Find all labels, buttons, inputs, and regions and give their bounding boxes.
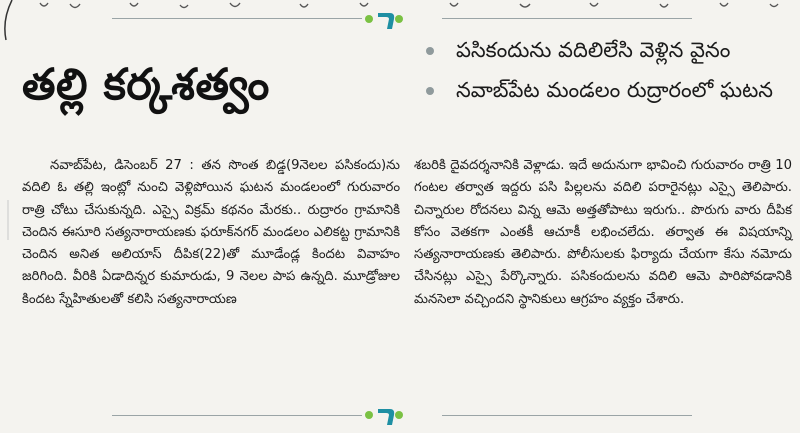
- subhead-text: నవాబ్‌పేట మండలం రుద్రారంలో ఘటన: [456, 78, 774, 102]
- subhead-item: [426, 72, 786, 109]
- cropped-bottom-text: [0, 424, 800, 433]
- top-rule-left: [112, 18, 362, 19]
- bottom-rule-right: [442, 415, 692, 416]
- body-column-right: శబరికి దైవదర్శనానికి వెళ్లాడు. ఇదే అదునుగా భావించి గురువారం రాత్రి 10 గంటల తర్వాత ఇద్దరు పసి పిల్లలను వదిలి పరారైనట్లు ఎస్సై తెలిపారు. చిన్నారుల రోదనలు విన్న ఆమె అత్తతోపాటు ఇరుగు.. పొరుగు వారు దీపిక కోసం వెతకగా ఎంతకీ ఆచూకీ లభించలేదు. తర్వాత ఈ విషయాన్ని సత్యనారాయణకు తెలిపారు. పోలీసులకు ఫిర్యాదు చేయగా కేసు నమోదు చేసినట్లు ఎస్సై పేర్కొన్నారు. పసికందులను వదిలి ఆమె పారిపోవడానికి మనసెలా వచ్చిందని స్థానికులు ఆగ్రహం వ్యక్తం చేశారు.: [414, 158, 792, 307]
- body-column-left: నవాబ్‌పేట, డిసెంబర్ 27 : తన సొంత బిడ్డ(9నెలల పసికందు)ను వదిలి ఓ తల్లి ఇంట్లో నుంచి వెళ్లిపోయిన ఘటన మండలంలో గురువారం రాత్రి చోటు చేసుకున్నది. ఎస్సై విక్రమ్ కథనం మేరకు.. రుద్రారం గ్రామానికి చెందిన ఈసూరి సత్యనారాయణకు ఫరూక్‌నగర్ మండలం ఎలికట్ట గ్రామానికి చెందిన అనిత అలియాస్ దీపిక(22)తో మూడేండ్ల కిందట వివాహం జరిగింది. వీరికి ఏడాదిన్నర కుమారుడు, 9 నెలల పాప ఉన్నది. మూడ్రోజుల కిందట స్నేహితులతో కలిసి సత్యనారాయణ: [22, 158, 400, 307]
- bullet-dot-icon: [426, 47, 434, 55]
- bottom-rule-left: [112, 415, 362, 416]
- dot-hook-dot-ornament-icon: [364, 8, 404, 32]
- top-rule-right: [442, 18, 692, 19]
- headline: తల్లి కర్కశత్వం: [22, 60, 270, 110]
- subhead-list: [426, 32, 786, 112]
- page-curl-mark: [0, 0, 14, 433]
- subhead-item: [426, 32, 786, 69]
- bullet-dot-icon: [426, 87, 434, 95]
- subhead-text: పసికందును వదిలిలేసి వెళ్లిన వైనం: [456, 38, 731, 62]
